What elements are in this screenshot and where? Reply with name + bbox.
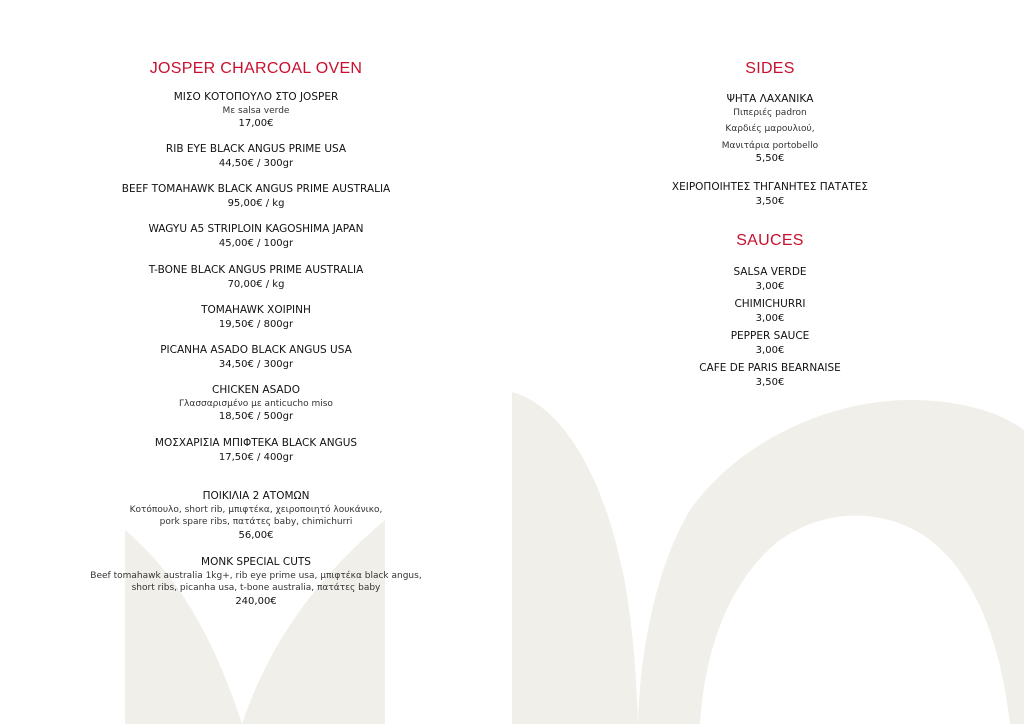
menu-item (620, 181, 920, 208)
item-price: 3,50€ (755, 195, 785, 207)
watermark-right-shape (512, 392, 638, 724)
item-desc: pork spare ribs, πατάτες baby, chimichurri (159, 517, 353, 527)
item-desc: Μανιτάρια portobello (721, 140, 819, 151)
menu-item (50, 183, 462, 210)
menu-item (50, 304, 462, 331)
menu-item (620, 330, 920, 357)
item-name: ΨΗΤΑ ΛΑΧΑΝΙΚΑ (726, 93, 814, 105)
item-price: 18,50€ / 500gr (218, 411, 294, 422)
item-desc: short ribs, picanha usa, t-bone australia, πατάτες baby (131, 583, 381, 593)
item-price: 44,50€ / 300gr (218, 157, 294, 169)
item-price: 3,50€ (755, 376, 785, 388)
item-price: 240,00€ (235, 595, 277, 607)
menu-item (50, 264, 462, 291)
item-desc: Κοτόπουλο, short rib, μπιφτέκα, χειροποιητό λουκάνικο, (129, 504, 383, 515)
item-price: 34,50€ / 300gr (218, 358, 294, 370)
josper-heading: JOSPER CHARCOAL OVEN (149, 60, 363, 77)
item-price: 56,00€ (238, 529, 274, 541)
item-name: T-BONE BLACK ANGUS PRIME AUSTRALIA (148, 264, 364, 276)
item-desc: Πιπεριές padron (733, 107, 807, 118)
item-name: BEEF TOMAHAWK BLACK ANGUS PRIME AUSTRALIA (121, 183, 391, 195)
item-price: 17,00€ (238, 118, 274, 129)
item-name: RIB EYE BLACK ANGUS PRIME USA (165, 143, 347, 155)
menu-item (620, 93, 920, 166)
menu-item (50, 490, 462, 542)
item-price: 19,50€ / 800gr (218, 318, 294, 330)
item-price: 70,00€ / kg (227, 278, 285, 290)
menu-item (620, 266, 920, 293)
menu-item (50, 143, 462, 170)
menu-item (620, 298, 920, 325)
item-price: 95,00€ / kg (227, 197, 285, 209)
item-name: SALSA VERDE (733, 266, 807, 278)
menu-item (50, 437, 462, 464)
menu-item (50, 91, 462, 131)
menu-item (50, 344, 462, 371)
menu-item (50, 556, 462, 608)
item-name: ΠΟΙΚΙΛΙΑ 2 ΑΤΟΜΩΝ (202, 490, 310, 502)
item-name: TOMAHAWK ΧΟΙΡΙΝΗ (201, 304, 311, 316)
item-price: 3,00€ (755, 312, 785, 324)
item-desc: Beef tomahawk australia 1kg+, rib eye prime usa, μπιφτέκα black angus, (90, 570, 422, 581)
menu-item (620, 362, 920, 389)
item-name: CHIMICHURRI (734, 298, 806, 310)
item-name: ΜΙΣΟ ΚΟΤΟΠΟΥΛΟ ΣΤΟ JOSPER (173, 91, 339, 103)
item-price: 5,50€ (755, 153, 785, 164)
sauces-heading: SAUCES (736, 232, 804, 249)
item-price: 45,00€ / 100gr (218, 237, 294, 249)
item-name: PEPPER SAUCE (730, 330, 810, 342)
item-price: 3,00€ (755, 280, 785, 292)
watermark-left-arch (242, 520, 385, 724)
item-price: 3,00€ (755, 344, 785, 356)
menu-item (50, 384, 462, 424)
item-name: ΜΟΣΧΑΡΙΣΙΑ ΜΠΙΦΤΕΚΑ BLACK ANGUS (154, 437, 358, 449)
item-name: WAGYU A5 STRIPLOIN KAGOSHIMA JAPAN (148, 223, 364, 235)
item-name: ΧΕΙΡΟΠΟΙΗΤΕΣ ΤΗΓΑΝΗΤΕΣ ΠΑΤΑΤΕΣ (671, 181, 869, 193)
item-desc: Με salsa verde (222, 105, 290, 116)
sides-heading: SIDES (745, 60, 795, 77)
menu-item (50, 223, 462, 250)
item-desc: Γλασσαρισμένο με anticucho miso (179, 398, 333, 409)
item-desc: Καρδιές μαρουλιού, (725, 124, 815, 134)
item-name: PICANHA ASADO BLACK ANGUS USA (160, 344, 352, 356)
item-name: MONK SPECIAL CUTS (201, 556, 311, 568)
item-name: CAFE DE PARIS BEARNAISE (699, 362, 841, 374)
item-name: CHICKEN ASADO (212, 384, 300, 396)
item-price: 17,50€ / 400gr (218, 451, 294, 463)
